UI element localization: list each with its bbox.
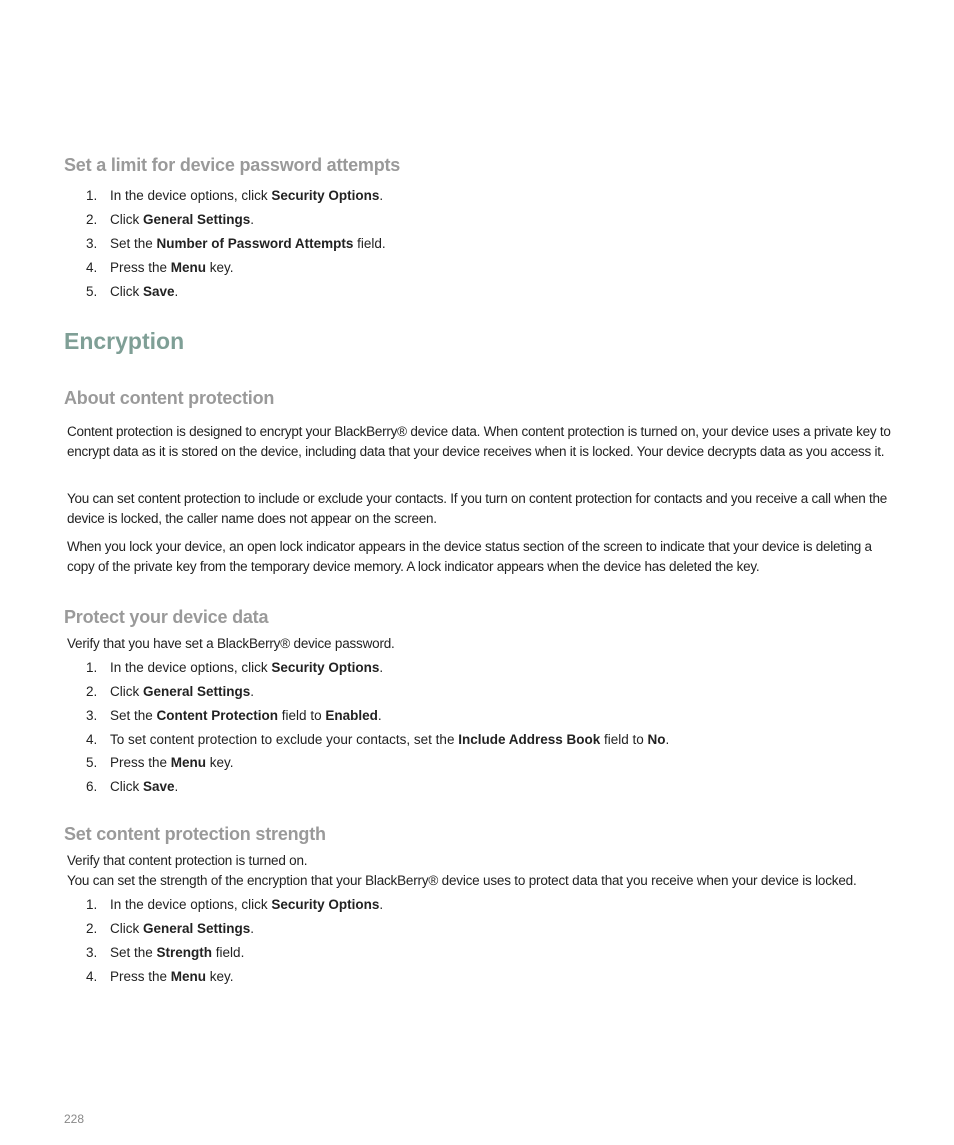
heading-protection-strength: Set content protection strength — [64, 824, 326, 844]
list-item: 4. Press the Menu key. — [86, 260, 234, 275]
heading-about-content-protection: About content protection — [64, 388, 275, 408]
paragraph: Content protection is designed to encrypt your BlackBerry® device data. When content protection is turned on, your device uses a private key to encrypt data as it is stored on the device, including data that your device receives when it is locked. Your device decrypts data as you access it. — [67, 424, 891, 459]
list-item: 2. Click General Settings. — [86, 212, 255, 227]
list-item: 2. Click General Settings. — [86, 921, 255, 936]
list-item: 4. Press the Menu key. — [86, 969, 234, 984]
list-item: 2. Click General Settings. — [86, 684, 255, 699]
paragraph: You can set content protection to include or exclude your contacts. If you turn on content protection for contacts and you receive a call when the device is locked, the caller name does not appear on the screen. — [67, 491, 888, 526]
list-item: 5. Press the Menu key. — [86, 755, 234, 770]
heading-protect-device-data: Protect your device data — [64, 607, 269, 627]
heading-encryption: Encryption — [64, 328, 185, 354]
list-item: 5. Click Save. — [86, 284, 179, 299]
list-item: 3. Set the Content Protection field to Enabled. — [86, 708, 382, 723]
paragraph: When you lock your device, an open lock indicator appears in the device status section of the screen to indicate that your device is deleting a copy of the private key from the temporary device memory. A lock indicator appears when the device has deleted the key. — [67, 539, 872, 574]
intro-text: You can set the strength of the encryption that your BlackBerry® device uses to protect data that you receive when your device is locked. — [67, 873, 857, 888]
list-item: 1. In the device options, click Security Options. — [86, 897, 384, 912]
list-item: 3. Set the Number of Password Attempts field. — [86, 236, 386, 251]
intro-text: Verify that content protection is turned on. — [67, 853, 308, 868]
list-item: 3. Set the Strength field. — [86, 945, 245, 960]
page-number: 228 — [64, 1112, 85, 1126]
list-item: 6. Click Save. — [86, 779, 179, 794]
heading-password-attempts: Set a limit for device password attempts — [64, 155, 401, 175]
list-item: 1. In the device options, click Security Options. — [86, 188, 384, 203]
list-item: 1. In the device options, click Security Options. — [86, 660, 384, 675]
intro-text: Verify that you have set a BlackBerry® device password. — [67, 636, 395, 651]
list-item: 4. To set content protection to exclude your contacts, set the Include Address Book field to No. — [86, 732, 670, 747]
